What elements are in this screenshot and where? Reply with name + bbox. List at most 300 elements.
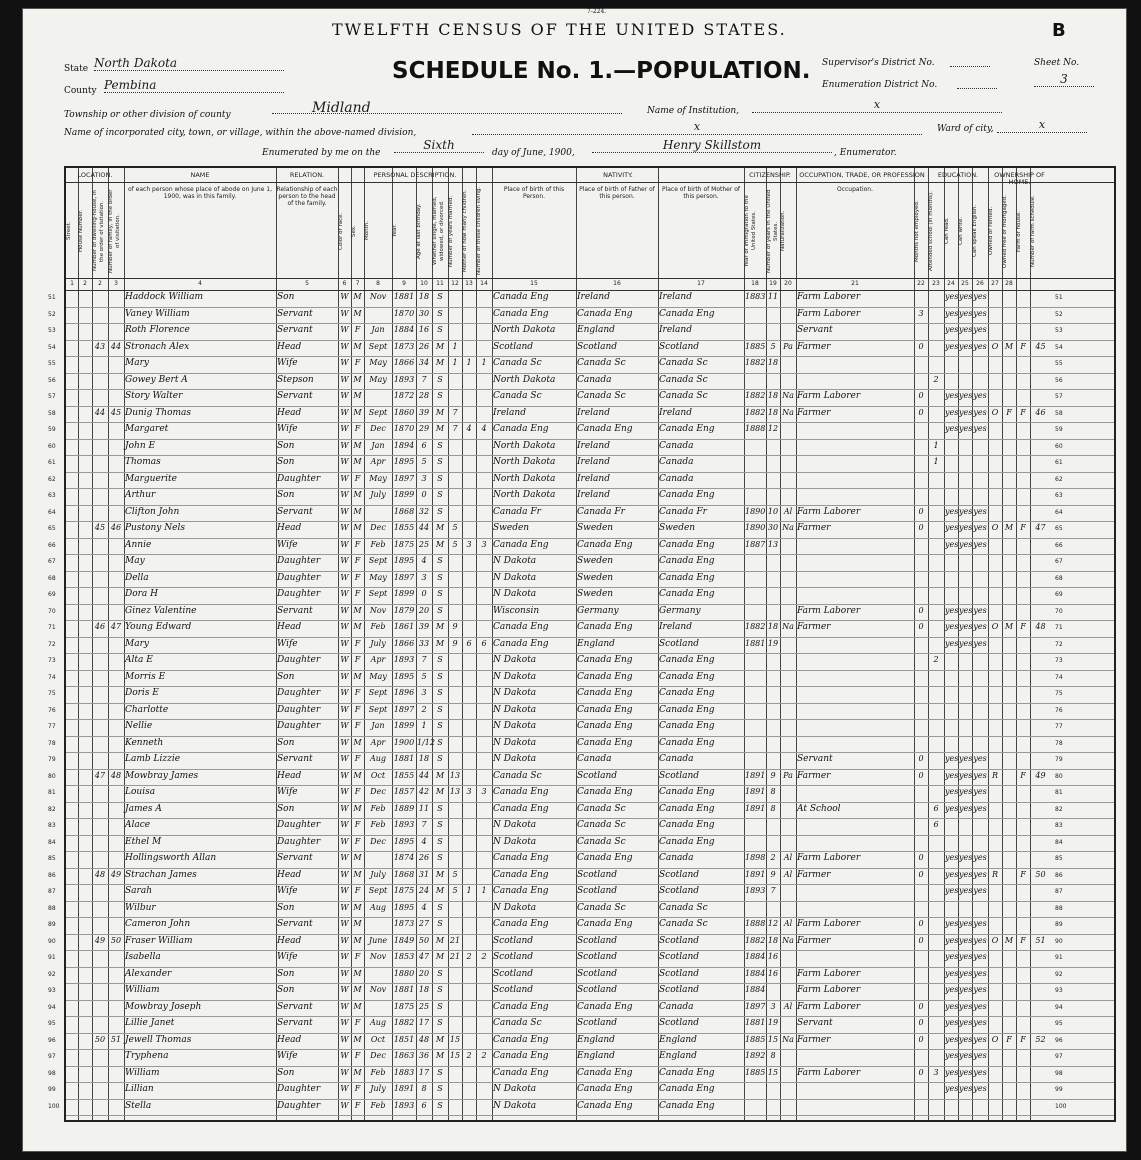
cell-name: Margaret	[125, 424, 169, 434]
line-number: 100	[48, 1102, 60, 1110]
cell-yr: 1861	[393, 622, 415, 631]
cell-rd: yes	[945, 754, 959, 763]
cell-own: R	[991, 770, 999, 780]
cell-mar: M	[435, 1051, 445, 1060]
cell-age: 8	[421, 1084, 427, 1093]
cell-name: Stella	[125, 1100, 152, 1111]
enumerated-mid: day of June, 1900,	[492, 148, 575, 158]
line-number: 83	[1055, 822, 1063, 829]
cell-bf: Canada Eng	[577, 1067, 633, 1078]
cell-bp: Ireland	[493, 407, 526, 418]
cell-col: W	[340, 374, 349, 384]
cell-imm: 1893	[745, 886, 766, 895]
cell-bp: N Dakota	[493, 572, 537, 583]
cell-col: W	[340, 424, 349, 433]
line-number: 99	[48, 1086, 56, 1093]
cell-en: yes	[973, 985, 987, 994]
cell-mar: M	[435, 935, 445, 945]
cell-yr: 1860	[393, 407, 415, 417]
cell-age: 1/12	[417, 737, 435, 747]
cell-name: Mary	[125, 638, 149, 649]
row-rule	[66, 472, 1114, 473]
cell-sex: F	[354, 1051, 361, 1060]
cell-en: yes	[973, 622, 987, 631]
cell-rd: yes	[945, 605, 959, 615]
cell-rel: Head	[277, 770, 302, 781]
line-number: 99	[1055, 1086, 1063, 1093]
cell-sex: M	[353, 374, 362, 384]
cell-yr: 1875	[393, 886, 415, 895]
line-number: 92	[1055, 970, 1063, 978]
cell-sex: F	[354, 638, 361, 648]
cell-wr: yes	[959, 803, 973, 813]
cell-bf: Canada Eng	[577, 539, 633, 550]
cell-bp: N Dakota	[493, 655, 537, 665]
row-rule	[66, 505, 1114, 506]
cell-own: O	[991, 935, 999, 945]
cell-yr: 1882	[393, 1018, 415, 1027]
line-number: 62	[1055, 475, 1063, 483]
line-number: 82	[48, 805, 56, 813]
cell-col: W	[340, 688, 349, 697]
cell-name: Pustony Nels	[125, 523, 185, 533]
cell-occ: Farm Laborer	[797, 985, 861, 995]
cell-ym: 5	[452, 869, 458, 879]
cell-bm: Canada Sc	[659, 391, 708, 401]
cell-bp: Scotland	[493, 935, 534, 946]
row-rule	[66, 587, 1114, 588]
cell-sex: M	[353, 853, 362, 862]
cell-imm: 1882	[745, 935, 766, 945]
cell-bp: Scotland	[493, 952, 534, 962]
cell-wr: yes	[959, 1084, 973, 1093]
column-number: 12	[451, 280, 459, 287]
cell-wr: yes	[959, 622, 973, 631]
cell-rd: yes	[945, 853, 959, 862]
cell-lv: 3	[481, 787, 487, 796]
cell-yr: 1896	[393, 688, 415, 697]
cell-imm: 1885	[745, 341, 766, 351]
supervisor-value	[950, 52, 990, 67]
cell-name: James A	[125, 803, 162, 814]
cell-mo: Dec	[370, 787, 386, 796]
cell-yus: 11	[767, 292, 779, 301]
cell-sex: M	[353, 803, 362, 813]
cell-col: W	[340, 754, 349, 763]
cell-sex: M	[353, 902, 362, 912]
cell-age: 50	[418, 935, 430, 945]
cell-bm: Ireland	[659, 622, 692, 632]
cell-wr: yes	[959, 886, 973, 895]
cell-sex: M	[353, 341, 362, 351]
cell-yr: 1897	[393, 473, 415, 483]
cell-bp: North Dakota	[493, 440, 556, 451]
row-rule	[66, 785, 1114, 786]
cell-rel: Head	[277, 1034, 302, 1045]
cell-sex: M	[353, 490, 362, 499]
row-rule	[66, 818, 1114, 819]
cell-mo: May	[369, 572, 387, 582]
cell-fam: 50	[110, 935, 122, 945]
cell-mo: Apr	[370, 737, 386, 747]
township-value: Midland	[272, 100, 622, 114]
cell-mo: Apr	[370, 655, 386, 664]
cell-rd: yes	[945, 919, 959, 928]
cell-mo: Feb	[370, 803, 386, 813]
cell-mo: July	[370, 869, 386, 879]
cell-name: Della	[125, 572, 149, 583]
cell-mo: Dec	[370, 523, 386, 532]
cell-rel: Wife	[277, 952, 298, 962]
cell-name: Dora H	[125, 589, 159, 599]
cell-col: W	[340, 803, 349, 813]
column-number: 16	[613, 280, 621, 287]
cell-rel: Daughter	[277, 704, 321, 715]
column-group-header: CITIZENSHIP.	[749, 171, 791, 179]
cell-rd: yes	[945, 985, 959, 994]
column-group-header: RELATION.	[289, 171, 325, 179]
cell-bf: Scotland	[577, 341, 618, 352]
cell-ch: 6	[466, 638, 472, 648]
cell-yus: 8	[770, 787, 776, 796]
cell-col: W	[340, 457, 349, 466]
cell-bm: Canada Eng	[659, 1100, 715, 1111]
cell-bf: Sweden	[577, 556, 614, 566]
cell-mort: M	[1004, 622, 1014, 631]
line-number: 54	[48, 343, 56, 351]
cell-wr: yes	[959, 952, 973, 961]
cell-imm: 1898	[745, 853, 766, 862]
cell-occ: Servant	[797, 1018, 833, 1028]
line-number: 54	[1055, 343, 1063, 351]
cell-mo: Apr	[370, 457, 386, 466]
cell-sex: F	[354, 886, 361, 895]
cell-occ: Farmer	[797, 935, 831, 946]
cell-yus: 18	[767, 391, 779, 400]
cell-bf: Scotland	[577, 985, 618, 995]
cell-mo: May	[369, 473, 387, 483]
cell-age: 39	[418, 622, 430, 631]
cell-mo: Nov	[369, 292, 387, 301]
cell-rd: yes	[945, 506, 959, 516]
cell-mar: S	[437, 688, 443, 697]
cell-bp: N Dakota	[493, 1100, 537, 1111]
cell-age: 4	[421, 556, 427, 565]
line-number: 59	[48, 426, 56, 433]
cell-bp: North Dakota	[493, 457, 556, 467]
row-rule	[66, 967, 1114, 968]
cell-nat: Al	[783, 853, 793, 862]
cell-fs: 49	[1035, 770, 1046, 780]
cell-mar: M	[435, 358, 445, 367]
cell-imm: 1883	[745, 292, 766, 301]
cell-yus: 19	[767, 638, 779, 648]
cell-dw: 49	[94, 935, 106, 945]
cell-col: W	[340, 787, 349, 796]
county-label: County	[64, 86, 97, 96]
cell-mar: S	[437, 737, 443, 747]
cell-mu: 0	[918, 770, 924, 780]
cell-mort: F	[1006, 1034, 1012, 1044]
cell-rd: yes	[945, 292, 959, 301]
cell-mar: S	[437, 292, 443, 301]
cell-imm: 1881	[745, 638, 766, 648]
column-header: Age at last birthday.	[416, 203, 422, 259]
row-rule	[66, 802, 1114, 803]
cell-bm: Canada Eng	[659, 671, 715, 682]
line-number: 84	[48, 838, 56, 846]
column-header: Year of immigration to the United States.	[744, 195, 757, 267]
cell-age: 7	[421, 655, 427, 664]
cell-yr: 1899	[393, 589, 415, 598]
cell-yr: 1883	[393, 1067, 415, 1077]
cell-rel: Son	[277, 440, 295, 451]
cell-lv: 1	[481, 358, 487, 367]
cell-bf: Canada Eng	[577, 704, 633, 715]
cell-bp: Canada Eng	[493, 1001, 549, 1012]
line-number: 80	[48, 772, 56, 780]
cell-yr: 1897	[393, 572, 415, 582]
cell-col: W	[340, 523, 349, 532]
cell-ch: 3	[466, 787, 472, 796]
column-number: 9	[402, 280, 406, 287]
cell-mort: M	[1004, 341, 1014, 351]
cell-occ: Farm Laborer	[797, 853, 861, 863]
cell-mar: S	[437, 853, 443, 862]
cell-rel: Daughter	[277, 688, 321, 698]
cell-bm: Canada Eng	[659, 721, 715, 731]
line-number: 79	[48, 756, 56, 763]
cell-en: yes	[973, 341, 987, 351]
cell-bp: N Dakota	[493, 737, 537, 748]
cell-yus: 8	[770, 803, 776, 813]
cell-bf: Sweden	[577, 523, 614, 533]
cell-rd: yes	[945, 1067, 959, 1077]
cell-name: Mowbray James	[125, 770, 199, 781]
cell-col: W	[340, 539, 349, 549]
cell-col: W	[340, 869, 349, 879]
line-number: 63	[1055, 492, 1063, 499]
line-number: 96	[1055, 1036, 1063, 1044]
column-rule	[1030, 168, 1031, 1120]
cell-bp: North Dakota	[493, 374, 556, 385]
cell-mort: F	[1006, 407, 1012, 417]
cell-imm: 1890	[745, 506, 766, 516]
row-rule	[66, 356, 1114, 357]
cell-rel: Son	[277, 985, 295, 995]
cell-ym: 21	[449, 952, 461, 961]
row-rule	[66, 422, 1114, 423]
line-number: 70	[1055, 607, 1063, 615]
cell-bm: Scotland	[659, 638, 700, 649]
cell-rel: Wife	[277, 358, 298, 368]
line-number: 74	[48, 673, 56, 681]
line-number: 91	[48, 954, 56, 961]
cell-dw: 50	[94, 1034, 106, 1044]
cell-age: 4	[421, 836, 427, 846]
row-rule	[66, 686, 1114, 687]
cell-bp: Canada Sc	[493, 391, 542, 401]
row-rule	[66, 934, 1114, 935]
cell-name: Clifton John	[125, 506, 180, 517]
cell-occ: At School	[797, 803, 841, 814]
line-number: 68	[48, 574, 56, 582]
cell-mar: S	[437, 1084, 443, 1093]
cell-age: 31	[418, 869, 430, 879]
cell-bf: Canada Sc	[577, 836, 626, 847]
cell-sch: 1	[933, 440, 939, 450]
cell-mo: May	[369, 671, 387, 681]
sheet-value: 3	[1034, 72, 1094, 87]
cell-yr: 1899	[393, 721, 415, 730]
cell-dw: 45	[94, 523, 106, 532]
cell-bp: Canada Eng	[493, 886, 549, 896]
cell-mar: M	[435, 523, 445, 532]
line-number: 83	[48, 822, 56, 829]
line-number: 82	[1055, 805, 1063, 813]
column-header: Whether single, married, widowed, or divorced.	[432, 196, 445, 266]
cell-yr: 1894	[393, 440, 415, 450]
column-number: 22	[917, 280, 925, 287]
cell-mort: M	[1004, 935, 1014, 945]
cell-age: 3	[421, 572, 427, 582]
column-number: 6	[342, 280, 347, 287]
cell-name: Stronach Alex	[125, 341, 190, 352]
cell-imm: 1882	[745, 622, 766, 631]
cell-en: yes	[973, 919, 987, 928]
column-header: Farm or house.	[1016, 210, 1022, 252]
cell-yr: 1851	[393, 1034, 415, 1044]
cell-name: Tryphena	[125, 1051, 169, 1061]
enumerated-suffix: , Enumerator.	[834, 148, 897, 158]
cell-sex: M	[353, 770, 362, 780]
cell-bf: Scotland	[577, 869, 618, 880]
cell-yr: 1866	[393, 358, 415, 367]
cell-occ: Farmer	[797, 869, 831, 880]
cell-rel: Wife	[277, 539, 298, 550]
cell-yus: 9	[770, 869, 776, 879]
cell-bm: Canada	[659, 754, 694, 764]
cell-age: 0	[421, 490, 427, 499]
line-number: 67	[1055, 558, 1063, 565]
line-number: 57	[48, 393, 56, 400]
cell-dw: 48	[94, 869, 106, 879]
cell-name: Arthur	[125, 490, 156, 500]
cell-bp: Canada Eng	[493, 1067, 549, 1078]
cell-bp: Canada Eng	[493, 1034, 549, 1045]
cell-yr: 1881	[393, 754, 415, 763]
column-number: 1	[70, 280, 74, 287]
cell-ym: 5	[452, 886, 458, 895]
cell-mar: S	[437, 473, 443, 483]
cell-sex: F	[354, 820, 361, 829]
township-label: Township or other division of county	[64, 110, 231, 120]
cell-mo: Dec	[370, 836, 386, 846]
cell-ym: 21	[449, 935, 461, 945]
column-group-header: OCCUPATION, TRADE, OR PROFESSION	[799, 171, 925, 179]
county-value: Pembina	[104, 78, 284, 93]
cell-age: 30	[418, 308, 430, 318]
column-header: Number of dwelling-house, in the order of visitation.	[92, 190, 105, 272]
cell-bm: Canada Eng	[659, 820, 715, 830]
cell-bm: Canada	[659, 440, 694, 451]
cell-rd: yes	[945, 869, 959, 879]
cell-bf: Canada Eng	[577, 671, 633, 682]
cell-age: 5	[421, 671, 427, 681]
cell-mar: S	[437, 836, 443, 846]
column-number: 18	[751, 280, 759, 287]
cell-age: 3	[421, 473, 427, 483]
header-rule	[66, 182, 1114, 183]
cell-wr: yes	[959, 1051, 973, 1060]
cell-en: yes	[973, 952, 987, 961]
line-number: 85	[1055, 855, 1063, 862]
cell-occ: Farm Laborer	[797, 605, 861, 616]
cell-sex: M	[353, 440, 362, 450]
supervisor-label: Supervisor's District No.	[822, 58, 935, 68]
cell-en: yes	[973, 853, 987, 862]
cell-occ: Farmer	[797, 341, 831, 352]
cell-mu: 0	[918, 506, 924, 516]
cell-yr: 1880	[393, 968, 415, 978]
cell-wr: yes	[959, 935, 973, 945]
cell-age: 6	[421, 1100, 427, 1110]
line-number: 56	[1055, 376, 1063, 384]
cell-sex: M	[353, 457, 362, 466]
cell-bf: Canada Eng	[577, 737, 633, 748]
cell-rd: yes	[945, 935, 959, 945]
cell-bp: Wisconsin	[493, 605, 540, 616]
column-number: 14	[480, 280, 488, 287]
cell-en: yes	[973, 325, 987, 334]
line-number: 91	[1055, 954, 1063, 961]
cell-mo: Dec	[370, 1051, 386, 1060]
line-number: 64	[48, 508, 56, 516]
cell-fs: 46	[1035, 407, 1046, 417]
row-rule	[66, 1033, 1114, 1034]
cell-yus: 16	[767, 952, 779, 961]
cell-col: W	[340, 820, 349, 829]
cell-sex: F	[354, 424, 361, 433]
cell-bp: Scotland	[493, 985, 534, 995]
line-number: 53	[1055, 327, 1063, 334]
line-number: 57	[1055, 393, 1063, 400]
cell-bf: England	[577, 1034, 615, 1045]
cell-sex: M	[353, 292, 362, 301]
cell-col: W	[340, 622, 349, 631]
cell-rel: Son	[277, 457, 295, 467]
cell-name: Haddock William	[125, 292, 204, 302]
cell-mar: M	[435, 770, 445, 780]
cell-name: Alta E	[125, 655, 153, 665]
cell-ym: 13	[449, 787, 461, 796]
cell-mar: M	[435, 952, 445, 961]
cell-yr: 1895	[393, 902, 415, 912]
cell-sex: F	[354, 952, 361, 961]
cell-fs: 47	[1035, 523, 1046, 532]
cell-mar: S	[437, 490, 443, 499]
cell-col: W	[340, 556, 349, 565]
cell-yr: 1893	[393, 820, 415, 829]
cell-bp: Canada Sc	[493, 1018, 542, 1028]
cell-rd: yes	[945, 308, 959, 318]
cell-yus: 7	[770, 886, 776, 895]
cell-mar: M	[435, 787, 445, 796]
cell-yr: 1868	[393, 869, 415, 879]
cell-col: W	[340, 935, 349, 945]
cell-yr: 1879	[393, 605, 415, 615]
cell-sex: F	[354, 836, 361, 846]
